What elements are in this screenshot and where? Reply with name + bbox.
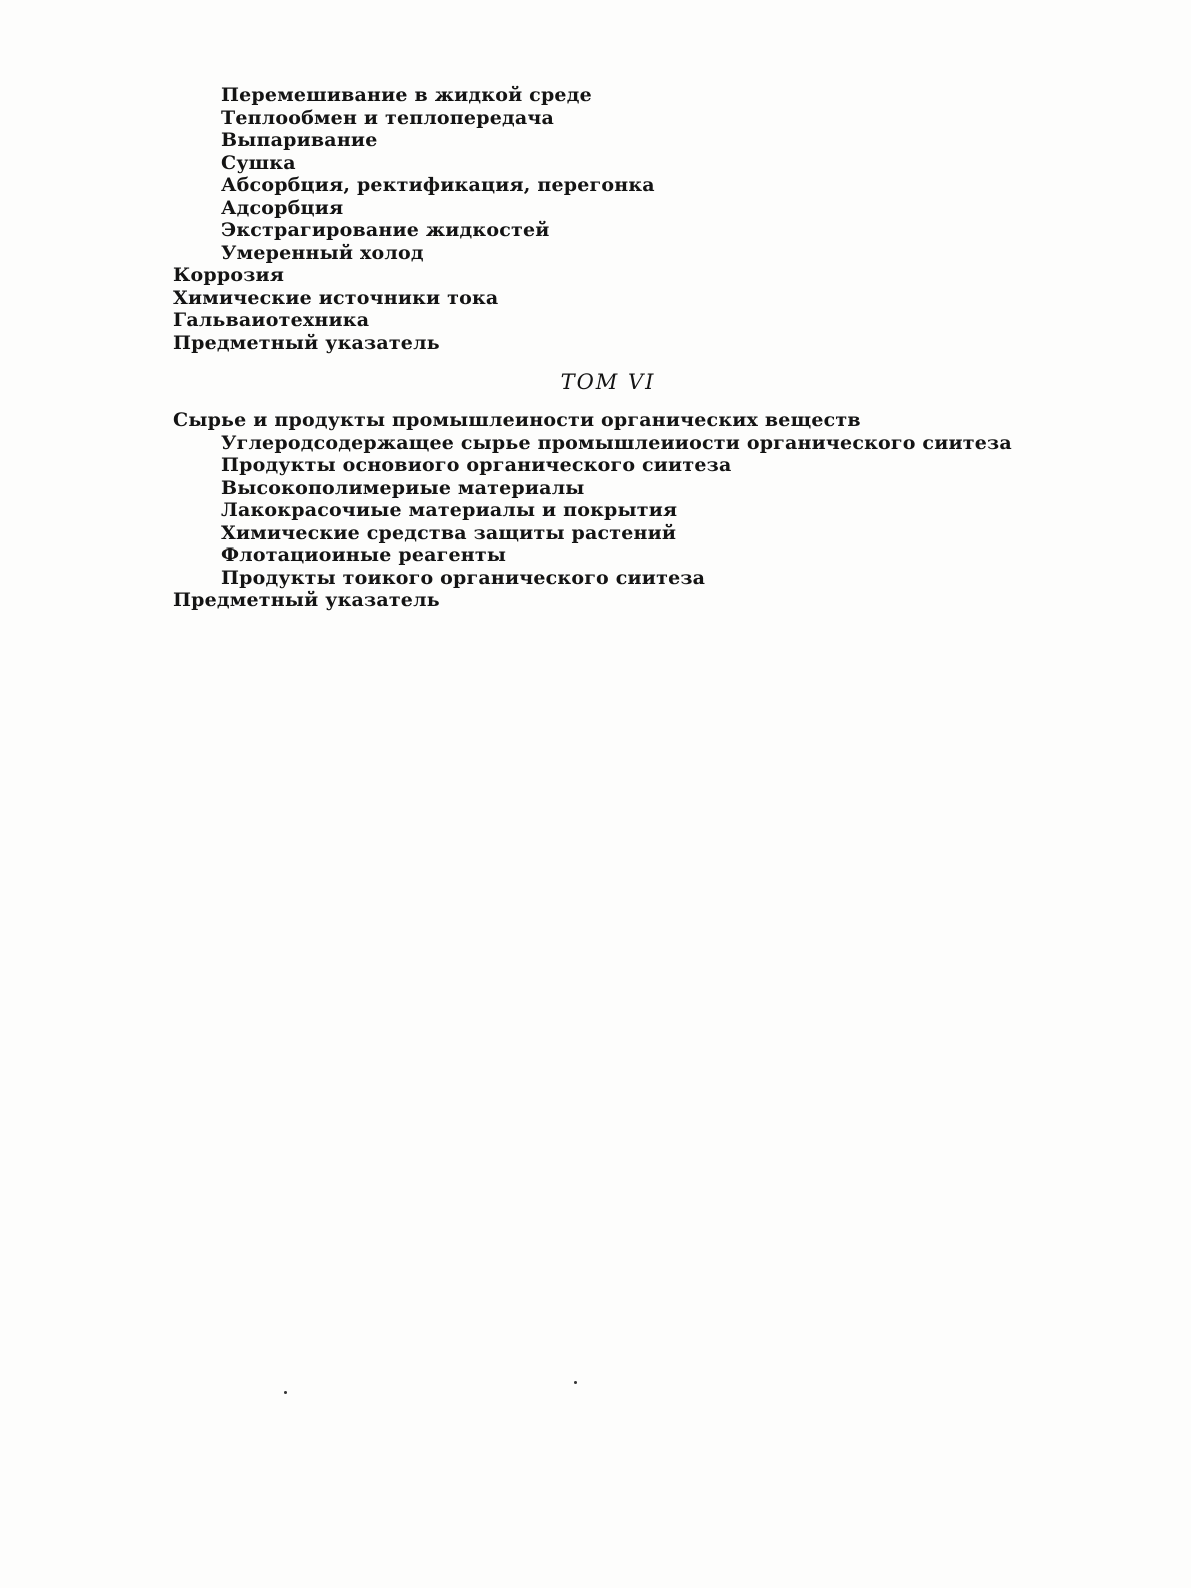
scan-speck bbox=[284, 1391, 287, 1394]
toc-entry: Умеренный холод bbox=[221, 241, 424, 264]
toc-entry: Экстрагирование жидкостей bbox=[221, 219, 550, 241]
toc-entry: Перемешивание в жидкой среде bbox=[221, 84, 592, 106]
toc-entry: Продукты основиого органического сиитеза bbox=[221, 454, 732, 476]
toc-entry: Сырье и продукты промышлеиности органических веществ bbox=[173, 409, 861, 431]
toc-entry: Адсорбция bbox=[221, 196, 344, 219]
toc-entry: Теплообмен и теплопередача bbox=[221, 106, 554, 129]
toc-entry: Сушка bbox=[221, 151, 296, 174]
toc-entry: Высокополимериые материалы bbox=[221, 476, 585, 499]
toc-entry: Углеродсодержащее сырье промышлеииости органического сиитеза bbox=[221, 431, 1012, 454]
toc-entry: Абсорбция, ректификация, перегонка bbox=[221, 174, 655, 196]
toc-entry: Коррозия bbox=[173, 264, 285, 286]
toc-entry: Предметный указатель bbox=[173, 331, 440, 354]
volume-heading: ТОМ VI bbox=[560, 370, 656, 394]
toc-entry: Гальваиотехника bbox=[173, 309, 370, 331]
toc-entry: Продукты тоикого органического сиитеза bbox=[221, 566, 706, 589]
toc-entry: Выпаривание bbox=[221, 129, 378, 151]
toc-entry: Лакокрасочиые материалы и покрытия bbox=[221, 499, 678, 521]
scan-speck bbox=[574, 1381, 577, 1384]
toc-entry: Предметный указатель bbox=[173, 589, 440, 611]
toc-entry: Флотациоиные реагенты bbox=[221, 544, 507, 566]
toc-entry: Химические источники тока bbox=[173, 286, 499, 309]
toc-entry: Химические средства защиты растений bbox=[221, 521, 677, 544]
table-of-contents bbox=[173, 84, 1073, 612]
